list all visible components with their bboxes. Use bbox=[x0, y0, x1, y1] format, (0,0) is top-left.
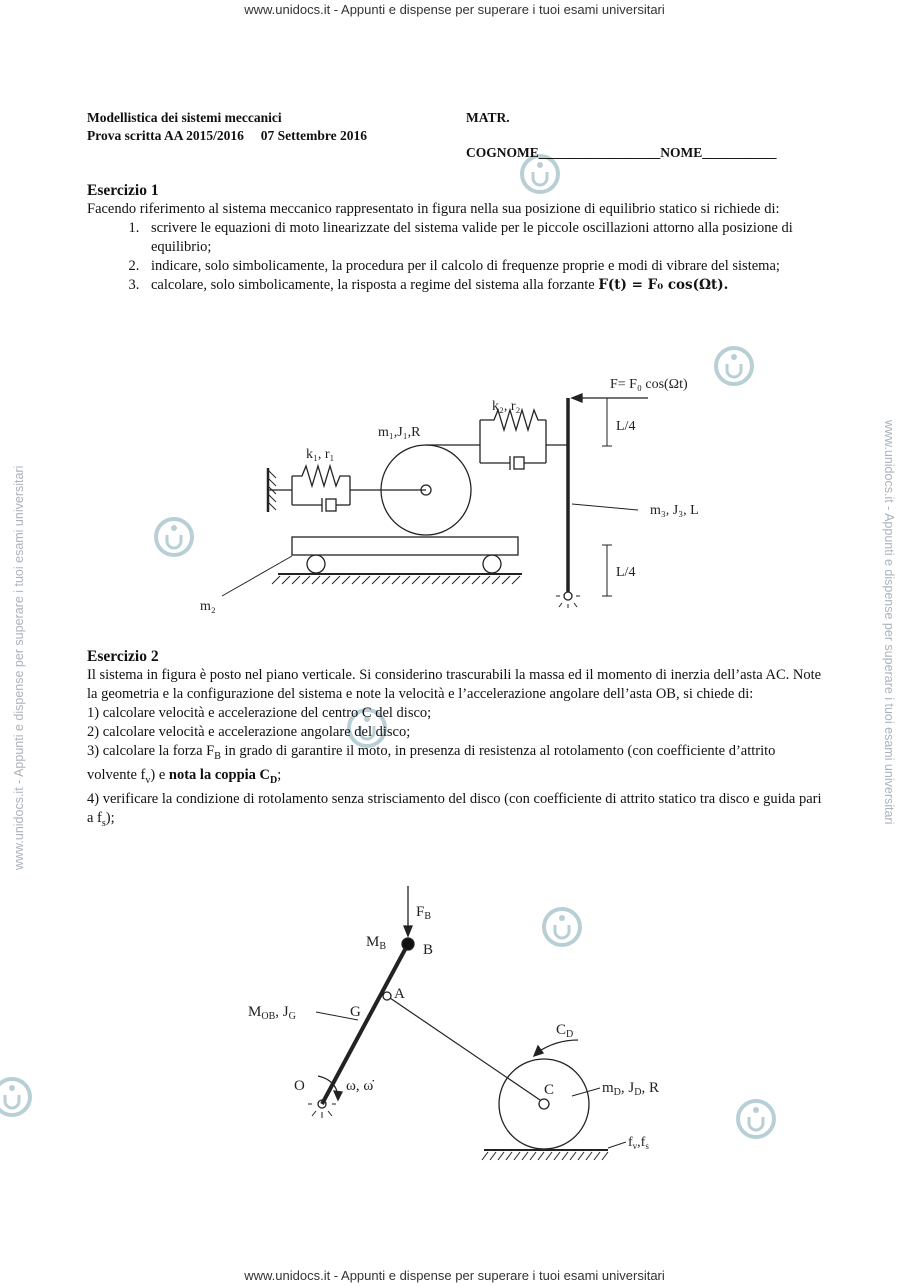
exercise-2-item: 1) calcolare velocità e accelerazione del centro C del disco; bbox=[87, 705, 432, 721]
l4-bottom-label: L/4 bbox=[616, 565, 636, 580]
spring-damper-2 bbox=[426, 410, 568, 470]
md-label: $m_D$, $J_D$, R bbox=[602, 1080, 659, 1098]
exercise-1-item: 2. indicare, solo simbolicamente, la procedura per il calcolo di frequenze proprie e modi di vibrare del sistema; bbox=[143, 257, 827, 276]
joint-a bbox=[383, 992, 391, 1000]
fb-label: $F_B$ bbox=[416, 904, 432, 922]
m2-leader bbox=[222, 556, 292, 596]
g-label: G bbox=[350, 1004, 361, 1020]
a-label: A bbox=[394, 986, 405, 1002]
k2-label: k₂, r₂ bbox=[492, 399, 521, 414]
force-arrowhead bbox=[572, 394, 582, 402]
wheel bbox=[307, 555, 325, 573]
figure-1 bbox=[190, 360, 750, 620]
mass-mb bbox=[402, 938, 414, 950]
disk-d bbox=[499, 1059, 589, 1149]
cd-arrowhead bbox=[534, 1046, 543, 1056]
exercise-1 bbox=[87, 181, 827, 295]
exercise-2-item: 3) calcolare la forza $F_B$ in grado di garantire il moto, in presenza di resistenza al rotolamento (con coefficiente d’attrito volvente $f_v$) e nota la coppia $C_D$; bbox=[87, 743, 776, 786]
name-line: COGNOME__________________NOME___________ bbox=[466, 145, 777, 160]
exercise-2-title: Esercizio 2 bbox=[87, 648, 159, 665]
o-label: O bbox=[294, 1078, 305, 1094]
rod-pivot bbox=[564, 592, 572, 600]
rod-ac bbox=[390, 998, 540, 1100]
exercise-1-list bbox=[87, 219, 827, 295]
cd-arc bbox=[538, 1040, 578, 1052]
exercise-2-item: 4) verificare la condizione di rotolamento senza strisciamento del disco (con coefficiente di attrito statico tra disco e guida pari a $f_s$); bbox=[87, 790, 822, 829]
wheel bbox=[483, 555, 501, 573]
watermark-left: www.unidocs.it - Appunti e dispense per superare i tuoi esami universitari bbox=[12, 465, 26, 870]
course-title: Modellistica dei sistemi meccanici bbox=[87, 110, 282, 125]
exercise-2-intro: Il sistema in figura è posto nel piano verticale. Si considerino trascurabili la massa ed il momento di inerzia dell’asta AC. Note la geometria e la configurazione del sistema e note la velocità e l’accelerazione angolare dell’asta OB, si chiede di: bbox=[87, 667, 822, 702]
l4-top-label: L/4 bbox=[616, 419, 636, 434]
exercise-2 bbox=[87, 647, 827, 833]
forcing-formula: F(t) = F₀ cos(Ωt). bbox=[598, 277, 729, 293]
watermark-bottom: www.unidocs.it - Appunti e dispense per superare i tuoi esami universitari bbox=[244, 1268, 665, 1283]
unidocs-logo-icon bbox=[0, 1075, 34, 1119]
exercise-1-item-text: calcolare, solo simbolicamente, la risposta a regime del sistema alla forzante bbox=[151, 277, 599, 293]
watermark-top: www.unidocs.it - Appunti e dispense per superare i tuoi esami universitari bbox=[244, 2, 665, 17]
cart-m2 bbox=[292, 537, 518, 555]
exercise-1-title: Esercizio 1 bbox=[87, 182, 159, 199]
omega-arrowhead bbox=[334, 1091, 342, 1100]
m3-leader bbox=[572, 504, 638, 510]
b-label: B bbox=[423, 942, 434, 958]
matr-label: MATR. bbox=[466, 110, 510, 125]
k1-label: k₁, r₁ bbox=[306, 447, 335, 462]
exercise-1-item bbox=[143, 276, 827, 295]
force-label: F= F₀ cos(Ωt) bbox=[610, 377, 688, 392]
m3-label: m₃, J₃, L bbox=[650, 503, 699, 518]
c-label: C bbox=[544, 1082, 555, 1098]
exercise-1-item: 1. scrivere le equazioni di moto linearizzate del sistema valide per le piccole oscillazioni attorno alla posizione di equilibrio; bbox=[143, 219, 827, 257]
figure-2 bbox=[240, 880, 700, 1170]
m1-label: m₁,J₁,R bbox=[378, 425, 421, 440]
mob-label: $M_{OB}$, $J_G$ bbox=[248, 1004, 296, 1022]
ground-hatch bbox=[272, 576, 520, 584]
friction-label: $f_v,f_s$ bbox=[628, 1135, 649, 1151]
pivot-rays bbox=[556, 596, 580, 608]
omega-label: ω, ω̇ bbox=[346, 1078, 374, 1094]
ground-2-hatch bbox=[482, 1152, 608, 1160]
unidocs-logo-icon bbox=[734, 1097, 778, 1141]
spring-damper-1 bbox=[268, 466, 426, 512]
fv-leader bbox=[608, 1142, 626, 1148]
fb-arrowhead bbox=[404, 926, 412, 936]
pivot-o-rays bbox=[308, 1104, 336, 1118]
watermark-right: www.unidocs.it - Appunti e dispense per superare i tuoi esami universitari bbox=[882, 420, 896, 825]
disk-center-c bbox=[539, 1099, 549, 1109]
m2-label: m₂ bbox=[200, 599, 216, 614]
exam-date: Prova scritta AA 2015/2016 07 Settembre 2016 bbox=[87, 128, 367, 143]
mb-label: $M_B$ bbox=[366, 934, 387, 952]
exercise-2-item: 2) calcolare velocità e accelerazione angolare del disco; bbox=[87, 724, 411, 740]
cd-label: $C_D$ bbox=[556, 1022, 574, 1040]
exercise-1-intro: Facendo riferimento al sistema meccanico rappresentato in figura nella sua posizione di equilibrio statico si richiede di: bbox=[87, 201, 780, 217]
